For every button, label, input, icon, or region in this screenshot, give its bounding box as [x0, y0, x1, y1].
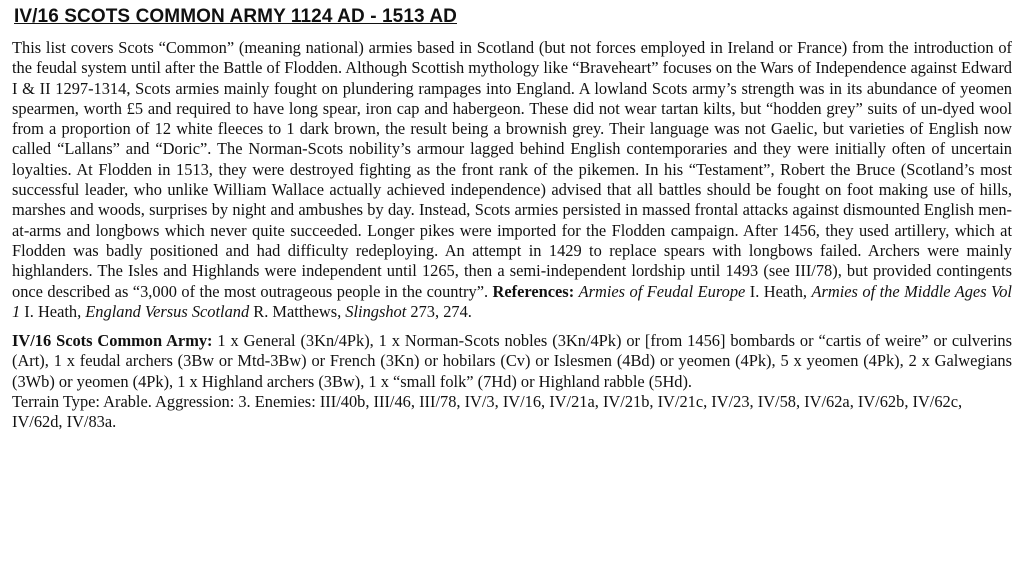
reference-title: Armies of Feudal Europe — [578, 281, 746, 301]
reference-title: Armies of the Middle Ages Vol 1 — [12, 281, 1012, 321]
intro-body: This list covers Scots “Common” (meaning national) armies based in Scotland (but not forces employed in Ireland or France) from the introduction of the feudal system until after the Battle of Flodden. Although Scottish mythology like “Braveheart” focuses on the Wars of Independence against Edward I & II 1297-1314, Scots armies mainly fought on plundering rampages into England. A lowland Scots army’s strength was in its abundance of yeomen spearmen, worth £5 and required to have long spear, iron cap and habergeon. These did not wear tartan kilts, but “hodden grey” suits of un-dyed wool from a proportion of 12 white fleeces to 1 dark brown, the result being a brownish grey. Their language was not Gaelic, but varieties of English now called “Lallans” and “Doric”. The Norman-Scots nobility’s armour lagged behind English contemporaries and they were initially often of uncertain loyalties. At Flodden in 1513, they were destroyed fighting as the front rank of the pikemen. In his “Testament”, Robert the Bruce (Scotland’s most successful leader, who unlike William Wallace actually achieved independence) advised that all battles should be fought on foot making use of hills, marshes and woods, surprises by night and ambushes by day. Instead, Scots armies persisted in massed frontal attacks against dismounted English men-at-arms and longbows which never quite succeeded. Longer pikes were imported for the Flodden campaign. After 1456, they used artillery, which at Flodden was badly positioned and had difficulty redeploying. An attempt in 1429 to replace spears with longbows failed. Archers were mainly highlanders. The Isles and Highlands were independent until 1265, then a semi-independent lordship until 1493 (see III/78), but provided contingents once described as “3,000 of the most outrageous people in the country”. — [12, 38, 1012, 301]
reference-author: R. Matthews, — [249, 301, 346, 321]
army-composition-paragraph — [12, 331, 1012, 392]
reference-title: England Versus Scotland — [85, 301, 250, 321]
army-list-label: IV/16 Scots Common Army: — [12, 331, 213, 351]
reference-detail: 273, 274. — [406, 301, 472, 321]
references-label: References: — [492, 281, 575, 301]
reference-title: Slingshot — [345, 301, 407, 321]
army-composition: 1 x General (3Kn/4Pk), 1 x Norman-Scots nobles (3Kn/4Pk) or [from 1456] bombards or “cartis of weire” or culverins (Art), 1 x feudal archers (3Bw or Mtd-3Bw) or French (3Kn) or hobilars (Cv) or Islesmen (4Bd) or yeomen (4Pk), 5 x yeomen (4Pk), 2 x Galwegians (3Wb) or yeomen (4Pk), 1 x Highland archers (3Bw), 1 x “small folk” (7Hd) or Highland rabble (5Hd). — [12, 331, 1012, 391]
reference-author: I. Heath, — [20, 301, 86, 321]
terrain-aggression-enemies: Terrain Type: Arable. Aggression: 3. Enemies: III/40b, III/46, III/78, IV/3, IV/16, IV/21a, IV/21b, IV/21c, IV/23, IV/58, IV/62a, IV/62b, IV/62c, IV/62d, IV/83a. — [12, 392, 963, 432]
intro-paragraph — [12, 38, 1012, 322]
page-title: IV/16 SCOTS COMMON ARMY 1124 AD - 1513 AD — [14, 6, 457, 27]
reference-author: I. Heath, — [745, 281, 812, 301]
